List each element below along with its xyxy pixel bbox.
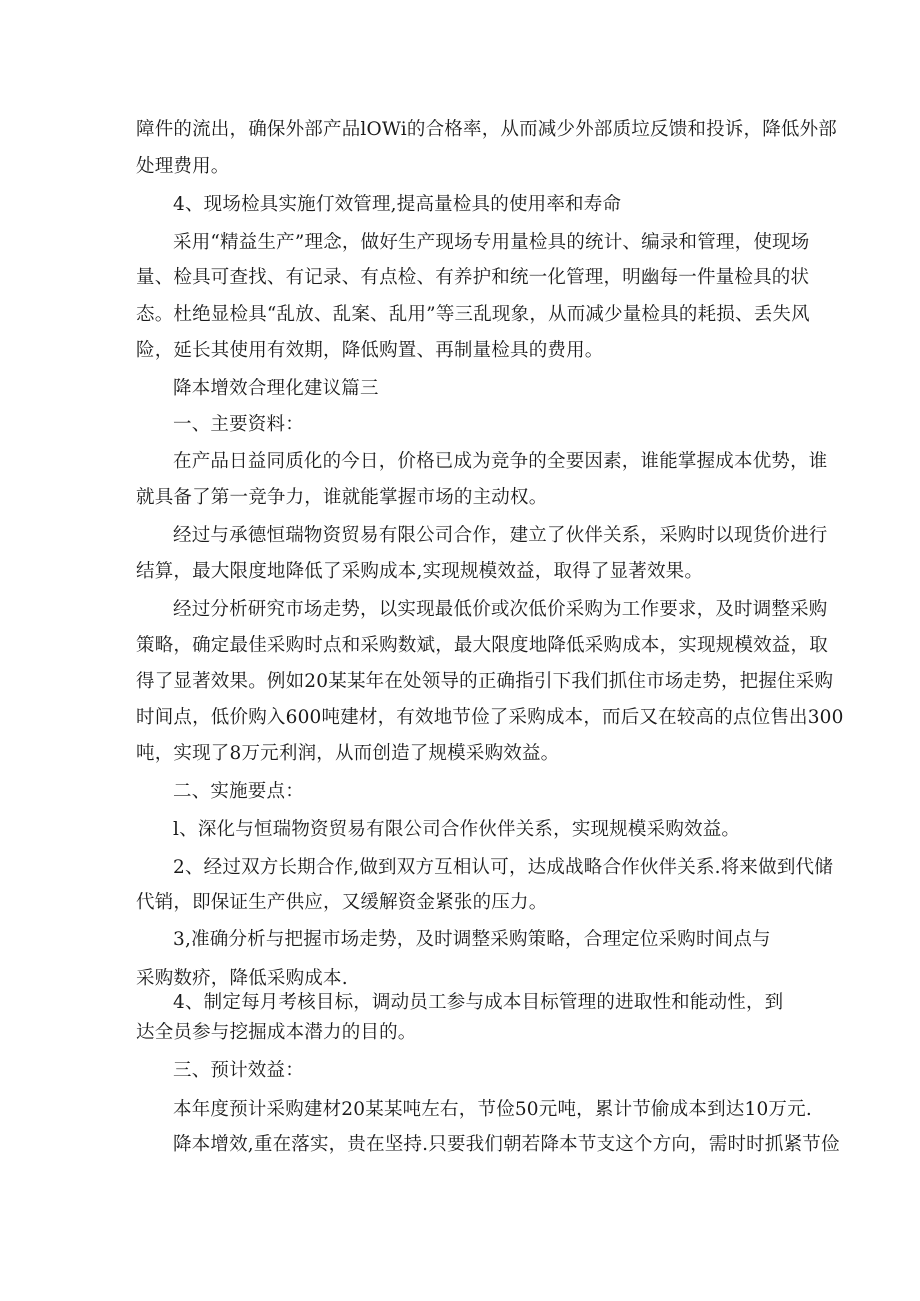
text-line: 经过与承德恒瑞物资贸易有限公司合作，建立了伙伴关系，采购时以现货价进行 [173,525,828,546]
section-heading: 4、现场检具实施仃效管理,提高量检具的使用率和寿命 [173,194,622,215]
text-line: 达全员参与挖掘成本潜力的目的。 [136,1022,417,1043]
text-line: 4、制定每月考核目标，调动员工参与成本目标管理的进取性和能动性，到 [173,992,784,1013]
text-line: l、深化与恒瑞物资贸易有限公司合作伙伴关系，实现规模采购效益。 [173,819,741,840]
text-line: 经过分析研究市场走势，以实现最低价或次低价采购为工作要求，及时调整采购 [173,599,828,620]
text-line: 吨，实现了8万元利润，从而创造了规模采购效益。 [136,743,560,764]
text-line: 代销，即保证生产供应，又缓解资金紧张的压力。 [136,892,548,913]
text-line: 险，延长其使用有效期，降低购置、再制量检具的费用。 [136,340,604,361]
text-line: 采购数疥，降低采购成本. [136,968,348,989]
text-line: 采用“精益生产”理念，做好生产现场专用量检具的统计、编录和管理，使现场 [173,232,810,253]
text-line: 本年度预计采购建材20某某吨左右，节俭50元吨，累计节偷成本到达10万元. [173,1099,812,1120]
text-line: 时间点，低价购入600吨建材，有效地节俭了采购成本，而后又在较高的点位售出300 [136,707,844,728]
text-line: 就具备了第一竞争力，谁就能掌握市场的主动权。 [136,487,548,508]
text-line: 2、经过双方长期合作,做到双方互相认可，达成战略合作伙伴关系.将来做到代储 [173,857,833,878]
text-line: 结算，最大限度地降低了采购成本,实现规模效益，取得了显著效果。 [136,561,704,582]
text-line: 态。杜绝显检具“乱放、乱案、乱用”等三乱现象，从而减少量检具的耗损、丢失风 [136,304,810,325]
section-heading: 一、主要资料： [173,414,304,435]
text-line: 障件的流出，确保外部产品lOWi的合格率，从而减少外部质垃反馈和投诉，降低外部 [136,119,837,140]
text-line: 量、检具可查找、有记录、有点检、有养护和统一化管理，明幽每一件量检具的状 [136,267,810,288]
section-heading: 三、预计效益： [173,1060,304,1081]
text-line: 得了显著效果。例如20某某年在处领导的正确指引下我们抓住市场走势，把握住采购 [136,671,834,692]
text-line: 策略，确定最佳采购时点和采购数斌，最大限度地降低采购成本，实现规模效益，取 [136,635,828,656]
section-heading: 二、实施要点： [173,781,304,802]
text-line: 降本增效,重在落实，贵在坚持.只要我们朝若降本节支这个方向，需时时抓紧节俭 [173,1134,840,1155]
text-line: 处理费用。 [136,156,230,177]
text-line: 3,准确分析与把握市场走势，及时调整采购策略，合理定位采购时间点与 [173,929,771,950]
text-line: 在产品日益同质化的今日，价格已成为竞争的全要因素，谁能掌握成本优势，谁 [173,451,828,472]
document-title: 降本增效合理化建议篇三 [173,378,379,399]
